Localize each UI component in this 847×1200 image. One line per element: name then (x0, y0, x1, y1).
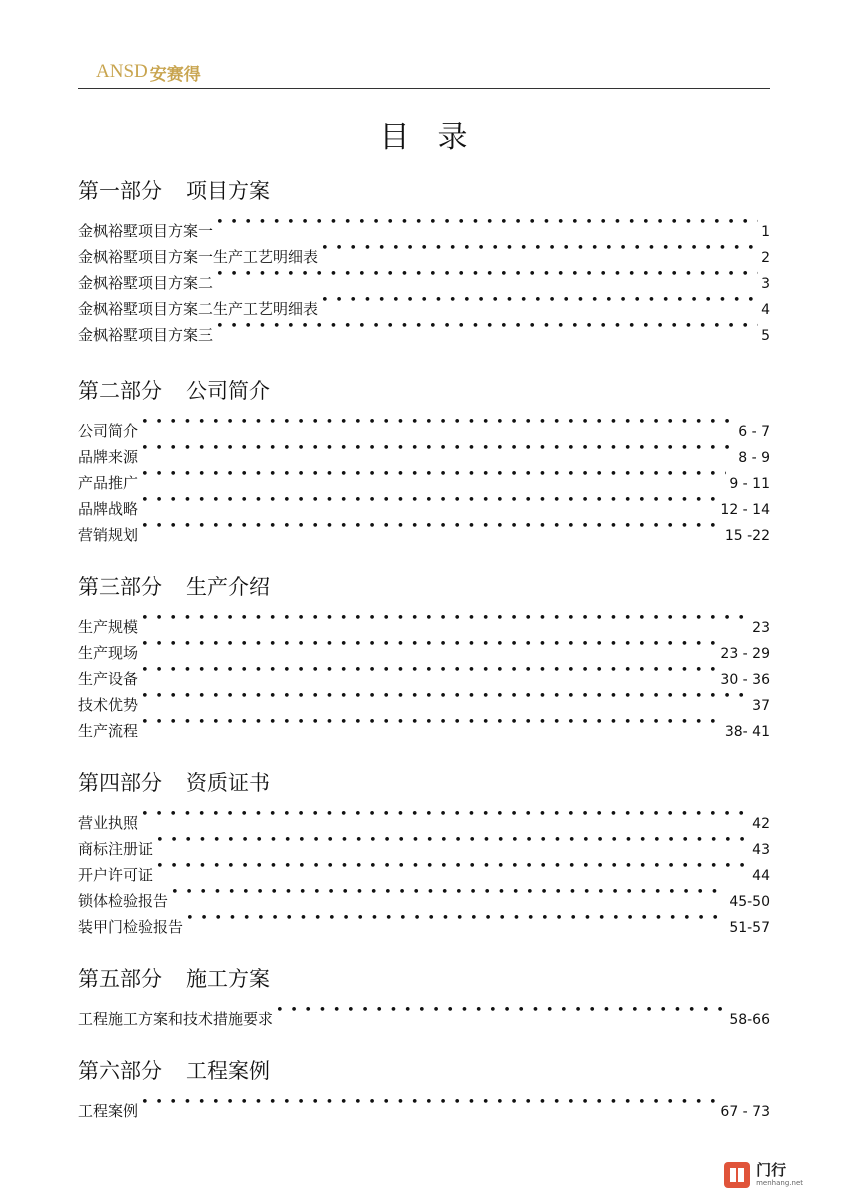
section-name: 资质证书 (186, 771, 270, 795)
dot-leader (141, 514, 722, 540)
toc-entry[interactable] (78, 854, 770, 884)
toc-entry-page: 23 (752, 620, 770, 636)
toc-entry-page: 51-57 (729, 920, 770, 936)
toc-entry-page: 3 (761, 276, 770, 292)
section-heading (78, 960, 770, 998)
dot-leader (156, 828, 749, 854)
dot-leader (141, 658, 717, 684)
dot-leader (186, 906, 726, 932)
toc-entry-page: 6 - 7 (738, 424, 770, 440)
toc-entry-label: 金枫裕墅项目方案一 (78, 222, 214, 240)
toc-entry-page: 4 (761, 302, 770, 318)
toc-entry-label: 工程案例 (78, 1102, 139, 1120)
toc-entry-label: 产品推广 (78, 474, 139, 492)
toc-entry-label: 金枫裕墅项目方案二生产工艺明细表 (78, 300, 319, 318)
toc-entry[interactable] (78, 880, 770, 910)
toc-entry[interactable] (78, 828, 770, 858)
toc-entry-label: 品牌战略 (78, 500, 139, 518)
dot-leader (141, 410, 735, 436)
dot-leader (321, 288, 758, 314)
toc-section (78, 960, 770, 1028)
toc-entry-label: 装甲门检验报告 (78, 918, 184, 936)
toc-section (78, 172, 770, 344)
header-divider (78, 88, 770, 89)
toc-entry-page: 37 (752, 698, 770, 714)
toc-entry-page: 8 - 9 (738, 450, 770, 466)
watermark-name: 门行 (756, 1161, 787, 1179)
toc-entry[interactable] (78, 462, 770, 492)
section-name: 生产介绍 (186, 575, 270, 599)
section-heading (78, 372, 770, 410)
dot-leader (156, 854, 749, 880)
toc-entry-label: 营业执照 (78, 814, 139, 832)
toc-entry-page: 15 -22 (724, 528, 770, 544)
toc-entry-page: 12 - 14 (720, 502, 770, 518)
section-heading (78, 568, 770, 606)
toc-section (78, 568, 770, 740)
toc-entry-label: 金枫裕墅项目方案一生产工艺明细表 (78, 248, 319, 266)
toc-entry-page: 5 (761, 328, 770, 344)
toc-entry-label: 商标注册证 (78, 840, 154, 858)
toc-entry-label: 金枫裕墅项目方案二 (78, 274, 214, 292)
site-logo-icon (724, 1162, 750, 1188)
toc-section (78, 764, 770, 936)
dot-leader (171, 880, 726, 906)
section-number: 第三部分 (78, 575, 162, 599)
toc-section (78, 1052, 770, 1120)
section-name: 项目方案 (186, 179, 270, 203)
toc-entry-page: 9 - 11 (729, 476, 770, 492)
toc-entry[interactable] (78, 658, 770, 688)
toc-entry-page: 67 - 73 (720, 1104, 770, 1120)
dot-leader (216, 262, 758, 288)
dot-leader (141, 632, 717, 658)
dot-leader (141, 462, 726, 488)
toc-entry-label: 工程施工方案和技术措施要求 (78, 1010, 274, 1028)
toc-entry-label: 开户许可证 (78, 866, 154, 884)
dot-leader (141, 606, 749, 632)
section-name: 施工方案 (186, 967, 270, 991)
toc-entry-page: 44 (752, 868, 770, 884)
toc-entry[interactable] (78, 436, 770, 466)
brand-logo-chinese: 安赛得 (149, 64, 201, 85)
toc-entry[interactable] (78, 684, 770, 714)
section-number: 第六部分 (78, 1059, 162, 1083)
toc-entry[interactable] (78, 606, 770, 636)
toc-entry[interactable] (78, 210, 770, 240)
toc-entry-page: 2 (761, 250, 770, 266)
toc-entry[interactable] (78, 488, 770, 518)
toc-entry-page: 38- 41 (724, 724, 770, 740)
dot-leader (141, 488, 717, 514)
dot-leader (276, 998, 726, 1024)
toc-entry-page: 43 (752, 842, 770, 858)
toc-section (78, 372, 770, 544)
table-of-contents (78, 172, 770, 1144)
dot-leader (216, 210, 758, 236)
dot-leader (321, 236, 758, 262)
toc-entry-label: 生产规模 (78, 618, 139, 636)
watermark-url: menhang.net (756, 1179, 803, 1187)
dot-leader (216, 314, 758, 340)
toc-entry[interactable] (78, 514, 770, 544)
toc-entry-page: 45-50 (729, 894, 770, 910)
section-number: 第一部分 (78, 179, 162, 203)
section-number: 第四部分 (78, 771, 162, 795)
brand-logo-latin: ANSD (96, 61, 148, 82)
section-heading (78, 1052, 770, 1090)
toc-entry-label: 品牌来源 (78, 448, 139, 466)
toc-entry-page: 1 (761, 224, 770, 240)
toc-entry[interactable] (78, 998, 770, 1028)
toc-entry-page: 23 - 29 (720, 646, 770, 662)
dot-leader (141, 1090, 717, 1116)
toc-entry-label: 营销规划 (78, 526, 139, 544)
toc-entry-label: 锁体检验报告 (78, 892, 169, 910)
toc-entry[interactable] (78, 906, 770, 936)
toc-entry-label: 公司简介 (78, 422, 139, 440)
toc-entry[interactable] (78, 1090, 770, 1120)
section-name: 公司简介 (186, 379, 270, 403)
dot-leader (141, 802, 749, 828)
toc-entry-label: 生产流程 (78, 722, 139, 740)
toc-entry[interactable] (78, 632, 770, 662)
section-heading (78, 764, 770, 802)
toc-entry-label: 技术优势 (78, 696, 139, 714)
site-watermark (724, 1162, 803, 1188)
brand-logo (96, 60, 201, 84)
page-title: 目录 (379, 120, 496, 155)
toc-entry-page: 30 - 36 (720, 672, 770, 688)
toc-entry-page: 42 (752, 816, 770, 832)
toc-entry[interactable] (78, 802, 770, 832)
toc-entry[interactable] (78, 710, 770, 740)
dot-leader (141, 684, 749, 710)
section-heading (78, 172, 770, 210)
toc-entry-page: 58-66 (729, 1012, 770, 1028)
section-number: 第二部分 (78, 379, 162, 403)
toc-entry-label: 金枫裕墅项目方案三 (78, 326, 214, 344)
dot-leader (141, 710, 722, 736)
section-name: 工程案例 (186, 1059, 270, 1083)
section-number: 第五部分 (78, 967, 162, 991)
toc-entry-label: 生产设备 (78, 670, 139, 688)
toc-entry-label: 生产现场 (78, 644, 139, 662)
toc-entry[interactable] (78, 410, 770, 440)
dot-leader (141, 436, 735, 462)
